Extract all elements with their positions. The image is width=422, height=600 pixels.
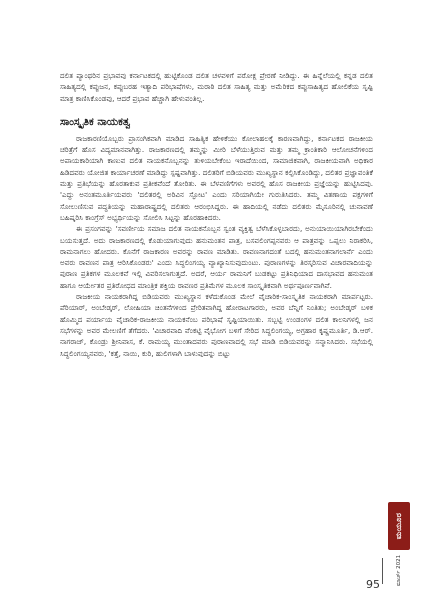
article-body [60, 70, 373, 359]
page-number: 95 [366, 578, 380, 591]
intro-paragraph: ದಲಿತ ಪ್ಯಾಂಥರಿನ ಪ್ರಭಾವವು ಕರ್ನಾಟಕದಲ್ಲಿ ಹುಟ್ಟಿಕೊಂಡ ದಲಿತ ಚಳವಳಿಗೆ ಪರೋಕ್ಷ ಪ್ರೇರಣೆ ನೀಡಿದ್ದು. ಈ ಹಿನ್ನೆಲೆಯಲ್ಲಿ ಕನ್ನಡ ದಲಿತ ಸಾಹಿತ್ಯದಲ್ಲಿ ಕಪ್ಪುಜನ, ಕಪ್ಪುಬರಹ ಇತ್ಯಾದಿ ಪರಿಭಾಷೆಗಳು, ಮರಾಠಿ ದಲಿತ ಸಾಹಿತ್ಯ ಮತ್ತು ಅಮೆರಿಕದ ಕಪ್ಪುಸಾಹಿತ್ಯದ ಹೋಲಿಕೆಯ ಸೃಷ್ಟಿ ಮಾತ್ರ ಕಾಣಿಸಿಕೊಂಡವು, ಆದರೆ ಪ್ರಭಾವ ಹೆಚ್ಚಾಗಿ ಹೇಳುವಂತಿಲ್ಲ. [60, 71, 373, 103]
page-number-rule [382, 558, 383, 584]
section-heading: ಸಾಂಸ್ಕೃತಿಕ ನಾಯಕತ್ವ [60, 115, 131, 128]
issue-date-text: ಮಾರ್ಚ್ 2021 [396, 554, 403, 586]
issue-date [392, 553, 408, 587]
magazine-logo [388, 502, 410, 550]
article-paragraph-1: ರಾಜಕಾರಣಿಯೊಬ್ಬರು ಪ್ರಾಸಂಗಿಕವಾಗಿ ಮಾಡಿದ ಸಾಹಿತ್ಯಿಕ ಹೇಳಿಕೆಯು ಕೋಲಾಹಲಕ್ಕೆ ಕಾರಣವಾಗಿದ್ದು, ಕರ್ನಾಟಕದ ರಾಜಕೀಯ ಚರಿತ್ರೆಗೆ ಹೊಸ ವಿದ್ಯಮಾನವಾಗಿತ್ತು. ರಾಜಕಾರಣದಲ್ಲಿ ತಮ್ಮನ್ನು ಮೀರಿ ಬೆಳೆಯುತ್ತಿರುವ ಮತ್ತು ತಮ್ಮ ಕ್ರಾಂತಿಕಾರಿ ಆಲೋಚನೆಗಳಿಂದ ಅಪಾಯಕಾರಿಯಾಗಿ ಕಾಣುವ ದಲಿತ ನಾಯಕನೊಬ್ಬನನ್ನು ತುಳಿಯಬೇಕೆಂಬ ಇರಾದೆಯಿಂದ, ಸಾಮಾಜಿಕವಾಗಿ, ರಾಜಕೀಯವಾಗಿ ಅಧಿಕಾರ ಹಿಡಿದವರು ಯೋಜಿತ ಕಾರ್ಯಾಚರಣೆ ಮಾಡಿದ್ದು ಸ್ಪಷ್ಟವಾಗಿತ್ತು. ದಲಿತರಿಗೆ ಬಿಡಿಯವರು ಮುಖ್ಯಸ್ಥಾನ ಕಲ್ಪಿಸಿಕೊಂಡಿದ್ದು, ದಲಿತರ ಪ್ರಜ್ಞಾವಂತಿಕೆ ಮತ್ತು ಪ್ರತಿಭೆಯನ್ನು ಹೊರತಾಕುವ ಪ್ರತೀಕವೆಂದೆ ತೋರಿತು. ಈ ಬೆಳವಣಿಗೆಗಳು ಅವರಲ್ಲಿ ಹೊಸ ರಾಜಕೀಯ ಪ್ರಜ್ಞೆಯನ್ನು ಹುಟ್ಟಿಸಿದವು. 'ಎದ್ದು ಅನಂತಮೂರ್ತಿಯವರು 'ದಲಿತರಲ್ಲಿ ಅರಿವಿನ ಸ್ಫೋಟ' ಎಂದು ಸರಿಯಾಗಿಯೇ ಗುರುತಿಸಿದರು. ತಮ್ಮ ವಿತಣಾಯ ಪಕ್ಷಗಳಿಗೆ ಸೋಲುಣಿಸುವ ಪದ್ಧತಿಯನ್ನು ಮಹಾರಾಷ್ಟ್ರದಲ್ಲಿ ದಲಿತರು ಆರಂಭಿಸಿದ್ದರು. ಈ ಹಾದಿಯಲ್ಲಿ ನಡೆದು ದಲಿತರು ಮೈಸೂರಿನಲ್ಲಿ ಚುನಾವಣೆ ಬಹಿಷ್ಕರಿಸಿ ಕಾಂಗ್ರೆಸ್ ಅಭ್ಯರ್ಥಿಯನ್ನು ಸೋಲಿಸಿ ಸಿಟ್ಟನ್ನು ಹೊರಹಾಕಿದರು. [60, 133, 373, 222]
article-paragraph-2: ಈ ಪ್ರಸಂಗವನ್ನು 'ಸವರ್ಣೀಯ ಸಮಾಜ ದಲಿತ ನಾಯಕನೊಬ್ಬನ ಸ್ವಂತ ವ್ಯಕ್ತಿತ್ವ ಬೆಳೆಸಿಕೊಳ್ಳಬಾರದು, ಅನುಯಾಯಿಯಾಗಿರಬೇಕೆಂದು ಬಯಸುತ್ತದೆ. ಅದು ರಾಜಕಾರಣದಲ್ಲಿ ಕೊಡುಯಾಗುವುದು ಹನುಮಂತನ ಪಾತ್ರ, ಬಸವಲಿಂಗಪ್ಪನವರು ಆ ಪಾತ್ರವನ್ನು ಒಪ್ಪಲು ನಿರಾಕರಿಸಿ, ರಾಮನಾಗಲು ಹೋದರು. ಕೊನೆಗೆ ರಾಜಕಾರಣ ಅವರನ್ನು ರಾವಣ ಮಾಡಿತು. ರಾವಣನಾಗದಂತೆ ಬದಲ್ಲಿ ಹನುಮಂತನಾಗಲಾರ್ನೆ ಎಂದು ಅವರು ರಾವಣನ ಪಾತ್ರ ಆರಿಸಿಕೊಂಡರು' ಎಂದು ಸಿದ್ಧಲಿಂಗಯ್ಯ ವ್ಯಾಖ್ಯಾನಿಸುವುದುಂಟು. ಪುರಾಣಗಳನ್ನು ತಿರಸ್ಕರಿಸುವ ವಿಚಾರವಾದಿಯನ್ನು ಪುರಾಣ ಪ್ರತಿಕಗಳ ಮೂಲಕವೆ ಇಲ್ಲಿ ವಿವರಿಸಲಾಗುತ್ತದೆ. ಅದರೆ, ಆರ್ಯ ರಾಮನಿಗೆ ಬುಡಕಟ್ಟು ಪ್ರತಿನಿಧಿಯಾದ ದಾಸಭಾವದ ಹನುಮಂತ ಹಾಗೂ ಆರ್ಯೇತರ ಪ್ರತಿರೋಧದ ಮಾಂತ್ರಿಕ ಶಕ್ತಿಯ ರಾವಣರ ಪ್ರತಿಮೆಗಳ ಮೂಲಕ ಸಾಂಸ್ಕೃತಿಕವಾಗಿ ಅರ್ಥಪೂರ್ಣವಾಗಿವೆ. [60, 224, 373, 290]
article-paragraph-3: ರಾಜಕೀಯ ನಾಯಕರಾಗಿದ್ದ ಬಿಡಿಯವರು ಮುಖ್ಯಸ್ಥಾನ ಕಳೆದುಕೊಂಡ ಮೇಲೆ ವೈಚಾರಿಕ-ಸಾಂಸ್ಕೃತಿಕ ನಾಯಕರಾಗಿ ಮಾರ್ಪಟ್ಟರು. ಪೆರಿಯಾರ್, ಅಂಬೇಡ್ಕರ್, ಲೋಹಿಯಾ ಚಿಂತನೆಗಳಿಂದ ಪ್ರೇರಿತವಾಗಿದ್ದ ಹೋರಾಟಗಾರರು, ಅವರ ಬೆನ್ನಿಗೆ ನಿಂತಿತು; ಅಂಬೇಡ್ಕರ್ ಬಳಿಕ ಹೊಮ್ಮಿದ ಪರ್ಯಾಯ ವೈಚಾರಿಕ-ರಾಜಕೀಯ ನಾಯಕನೆಂಬ ಪರಿಭಾಷೆ ಸೃಷ್ಟಿಯಾಯಿತು. ಸಬ್ಬಟ್ಟಿ ಉಂಡಂಗಳ ದಲಿತ ಕಾಲನಿಗಳಲ್ಲಿ ಜನ ಸಭೆಗಳನ್ನು ಅವರ ಮೇಲಣಿಗೆ ತೆಗೆದರು. 'ವಿಚಾರವಾದಿ ವೆಂಕಟ್ಟಿ ವೈಭೋಗ ಬಳಿಗೆ ಸೇರಿದ ಸಿದ್ಧಲಿಂಗಯ್ಯ, ಅಗ್ರಹಾರ ಕೃಷ್ಣಮೂರ್ತಿ, ಡಿ.ಆರ್. ನಾಗರಾಜ್, ಕೊಂಡ್ರು ಶ್ರೀನಿವಾಸ, ಕೆ. ರಾಮಯ್ಯ ಮುಂತಾದವರು ಪುರಾಣವಾದಲ್ಲಿ ಸಭೆ ಮಾಡಿ ಬಿಡಿಯವರನ್ನು ಸನ್ಮಾನಿಸಿದರು. ಸಭೆಯಲ್ಲಿ ಸಿದ್ಧಲಿಂಗಯ್ಯನವರು, 'ಕತ್ತೆ, ನಾಯಿ, ಕುರಿ, ಹುಲಿಗಳಾಗಿ ಬಾಳುವುದನ್ನು ಬಿಟ್ಟು [60, 292, 373, 358]
magazine-logo-text: ಮಯೂರ [394, 512, 404, 540]
